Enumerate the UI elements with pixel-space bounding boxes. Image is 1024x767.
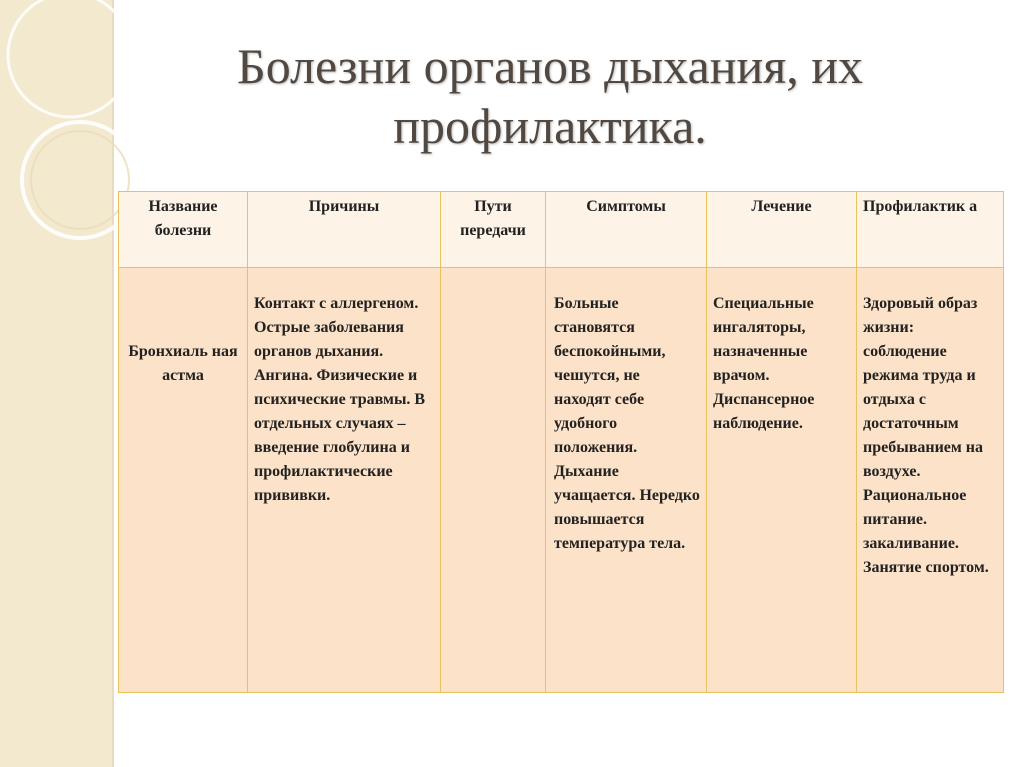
header-causes: Причины	[248, 192, 441, 268]
header-symptoms: Симптомы	[546, 192, 707, 268]
cell-causes: Контакт с аллергеном. Острые заболевания органов дыхания. Ангина. Физические и психические травмы. В отдельных случаях – введение глобулина и профилактические прививки.	[248, 268, 441, 693]
cell-prevention: Здоровый образ жизни: соблюдение режима труда и отдыха с достаточным пребыванием на воздухе. Рациональное питание. закаливание. Занятие спортом.	[857, 268, 1004, 693]
cell-treatment: Специальные ингаляторы, назначенные врачом. Диспансерное наблюдение.	[707, 268, 857, 693]
table-row	[119, 268, 1004, 693]
header-prevention: Профилактик а	[857, 192, 1004, 268]
cell-transmission	[441, 268, 546, 693]
cell-disease-name: Бронхиаль ная астма	[119, 268, 248, 693]
title-line-2: профилактика.	[393, 98, 707, 154]
slide-title	[150, 36, 950, 156]
title-line-1: Болезни органов дыхания, их	[237, 38, 863, 94]
header-transmission: Пути передачи	[441, 192, 546, 268]
decorative-circles	[0, 0, 130, 300]
header-disease-name: Название болезни	[119, 192, 248, 268]
cell-symptoms: Больные становятся беспокойными, чешутся, не находят себе удобного положения. Дыхание учащается. Нередко повышается температура тела.	[546, 268, 707, 693]
header-treatment: Лечение	[707, 192, 857, 268]
disease-table	[118, 191, 1004, 693]
table-header-row	[119, 192, 1004, 268]
